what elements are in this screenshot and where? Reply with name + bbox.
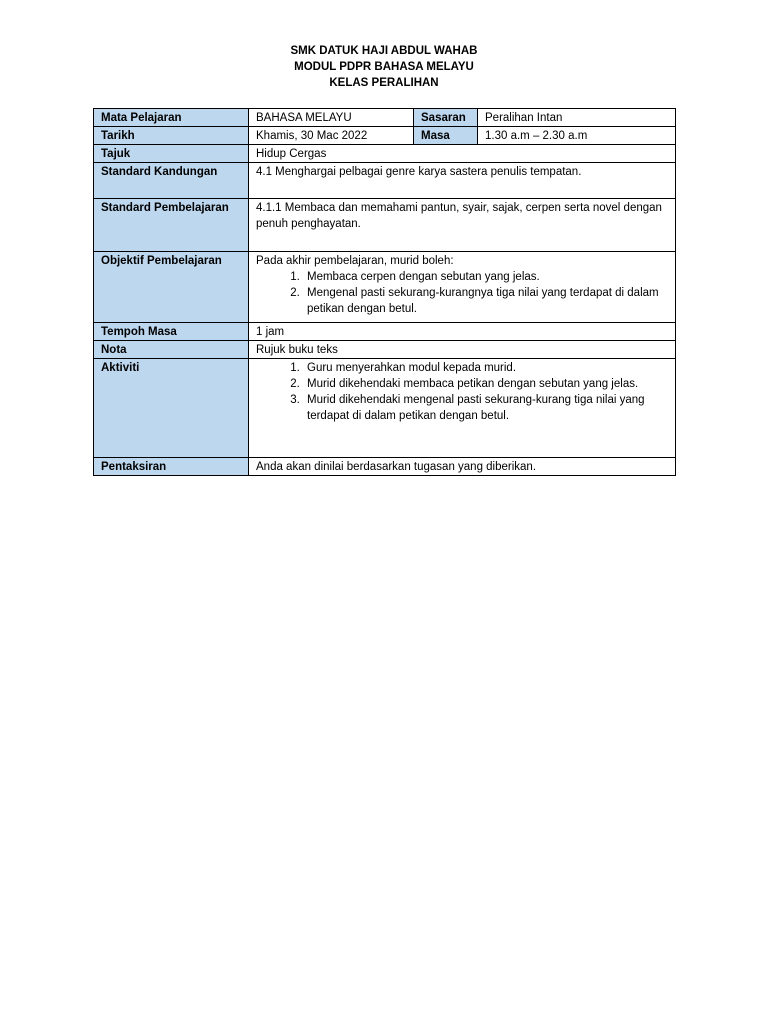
list-item: 2. Mengenal pasti sekurang-kurangnya tiga nilai yang terdapat di dalam petikan dengan betul. xyxy=(303,285,669,317)
school-name: SMK DATUK HAJI ABDUL WAHAB xyxy=(290,45,478,57)
activity-list xyxy=(256,360,669,424)
row-assessment xyxy=(94,458,676,476)
note-value: Rujuk buku teks xyxy=(249,341,676,359)
objective-label: Objektif Pembelajaran xyxy=(94,252,249,323)
lesson-plan-table xyxy=(93,108,676,476)
date-value: Khamis, 30 Mac 2022 xyxy=(249,127,414,145)
target-value: Peralihan Intan xyxy=(478,109,676,127)
duration-label: Tempoh Masa xyxy=(94,323,249,341)
objective-intro: Pada akhir pembelajaran, murid boleh: xyxy=(256,255,454,267)
time-label: Masa xyxy=(414,127,478,145)
note-label: Nota xyxy=(94,341,249,359)
module-title: MODUL PDPR BAHASA MELAYU xyxy=(294,61,474,73)
objective-cell xyxy=(249,252,676,323)
list-item: 2. Murid dikehendaki membaca petikan dengan sebutan yang jelas. xyxy=(303,376,669,392)
topic-value: Hidup Cergas xyxy=(249,145,676,163)
document-header xyxy=(0,43,768,91)
class-name: KELAS PERALIHAN xyxy=(329,77,439,89)
assessment-value: Anda akan dinilai berdasarkan tugasan yang diberikan. xyxy=(249,458,676,476)
activity-cell xyxy=(249,359,676,458)
activity-label: Aktiviti xyxy=(94,359,249,458)
row-subject xyxy=(94,109,676,127)
time-value: 1.30 a.m – 2.30 a.m xyxy=(478,127,676,145)
subject-label: Mata Pelajaran xyxy=(94,109,249,127)
row-duration xyxy=(94,323,676,341)
learning-standard-label: Standard Pembelajaran xyxy=(94,199,249,252)
row-learning-standard xyxy=(94,199,676,252)
list-item: 1. Guru menyerahkan modul kepada murid. xyxy=(303,360,669,376)
subject-value: BAHASA MELAYU xyxy=(249,109,414,127)
target-label: Sasaran xyxy=(414,109,478,127)
row-activity xyxy=(94,359,676,458)
row-content-standard xyxy=(94,163,676,199)
objective-list xyxy=(256,269,669,317)
assessment-label: Pentaksiran xyxy=(94,458,249,476)
list-item: 1. Membaca cerpen dengan sebutan yang jelas. xyxy=(303,269,669,285)
content-standard-value: 4.1 Menghargai pelbagai genre karya sastera penulis tempatan. xyxy=(249,163,676,199)
topic-label: Tajuk xyxy=(94,145,249,163)
row-objective xyxy=(94,252,676,323)
content-standard-label: Standard Kandungan xyxy=(94,163,249,199)
list-item: 3. Murid dikehendaki mengenal pasti sekurang-kurang tiga nilai yang terdapat di dalam petikan dengan betul. xyxy=(303,392,669,424)
date-label: Tarikh xyxy=(94,127,249,145)
row-date xyxy=(94,127,676,145)
learning-standard-value: 4.1.1 Membaca dan memahami pantun, syair, sajak, cerpen serta novel dengan penuh penghayatan. xyxy=(249,199,676,252)
row-note xyxy=(94,341,676,359)
row-topic xyxy=(94,145,676,163)
duration-value: 1 jam xyxy=(249,323,676,341)
